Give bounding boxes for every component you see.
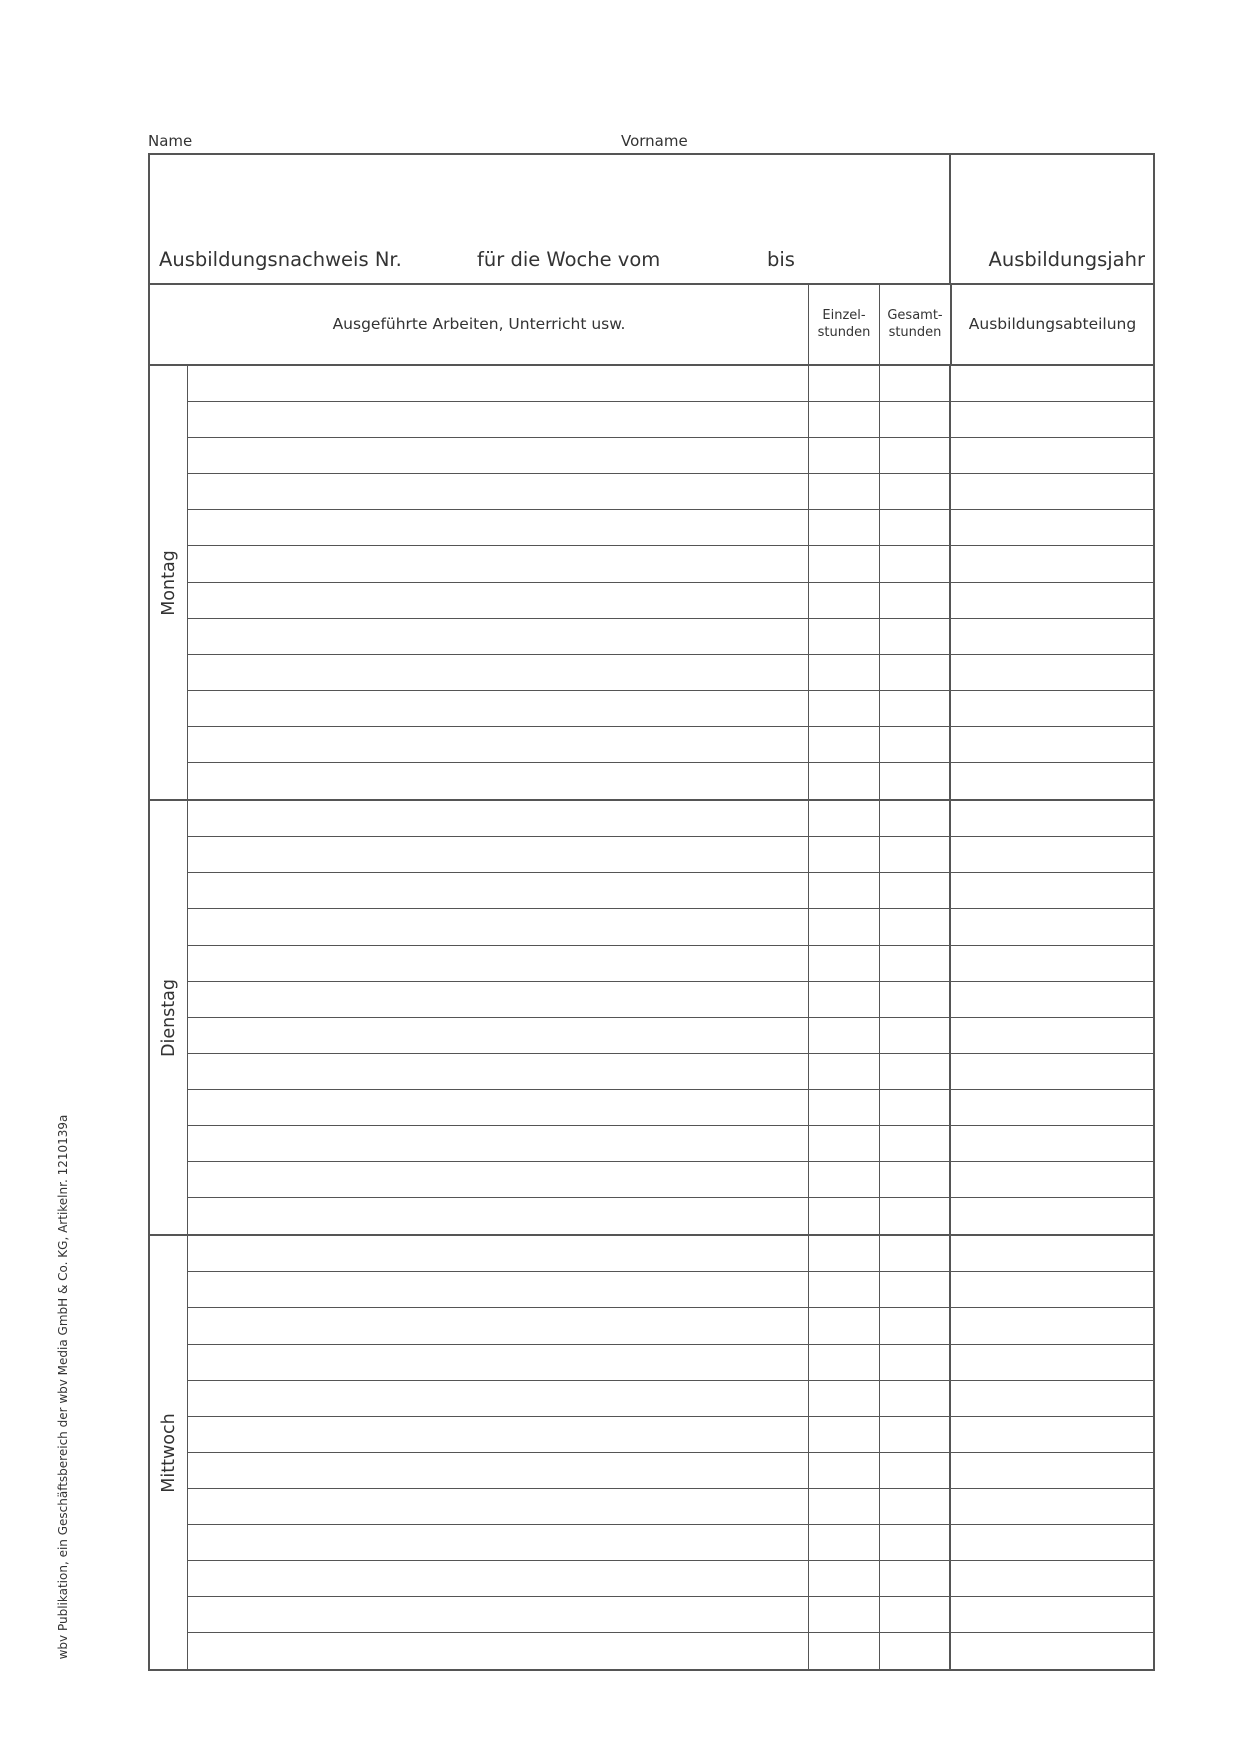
day-label: Montag [158,549,179,616]
weekly-log-grid [148,364,1155,1671]
work-cell[interactable] [188,1162,809,1197]
einzel-hours-cell[interactable] [809,1345,880,1380]
abteilung-cell[interactable] [951,1308,1153,1343]
work-cell[interactable] [188,1236,809,1271]
table-row [188,873,1153,909]
table-row [188,1597,1153,1633]
einzel-hours-cell[interactable] [809,619,880,654]
work-cell[interactable] [188,583,809,618]
week-to-label: bis [767,248,795,271]
gesamt-hours-cell[interactable] [880,1453,951,1488]
table-row [188,1308,1153,1344]
abteilung-cell[interactable] [951,474,1153,509]
einzel-hours-cell[interactable] [809,873,880,908]
work-cell[interactable] [188,982,809,1017]
gesamt-hours-cell[interactable] [880,873,951,908]
table-row [188,946,1153,982]
einzel-column-header [808,283,879,364]
day-label-cell [150,1236,188,1669]
abteilung-cell[interactable] [951,1381,1153,1416]
gesamt-hours-cell[interactable] [880,1489,951,1524]
gesamt-hours-cell[interactable] [880,1018,951,1053]
gesamt-hours-cell[interactable] [880,546,951,581]
table-row [188,402,1153,438]
abteilung-cell[interactable] [951,946,1153,981]
table-row [188,1417,1153,1453]
gesamt-hours-cell[interactable] [880,1417,951,1452]
table-row [188,655,1153,691]
einzel-hours-cell[interactable] [809,1126,880,1161]
abteilung-column-header [950,283,1153,364]
table-row [188,510,1153,546]
abteilung-cell[interactable] [951,1417,1153,1452]
table-row [188,909,1153,945]
abteilung-cell[interactable] [951,1561,1153,1596]
einzel-hours-cell[interactable] [809,1597,880,1632]
gesamt-hours-cell[interactable] [880,1054,951,1089]
table-row [188,1198,1153,1234]
einzel-hours-cell[interactable] [809,1308,880,1343]
work-column-label: Ausgeführte Arbeiten, Unterricht usw. [332,314,626,333]
gesamt-hours-cell[interactable] [880,366,951,401]
gesamt-hours-cell[interactable] [880,1126,951,1161]
work-cell[interactable] [188,691,809,726]
name-label: Name [148,132,193,150]
table-row [188,1054,1153,1090]
table-row [188,1561,1153,1597]
einzel-hours-cell[interactable] [809,1272,880,1307]
day-label-cell [150,801,188,1234]
publisher-note [57,1107,69,1667]
einzel-hours-cell[interactable] [809,691,880,726]
report-header-box[interactable] [148,153,951,285]
table-row [188,1162,1153,1198]
abteilung-cell[interactable] [951,366,1153,401]
gesamt-hours-cell[interactable] [880,1381,951,1416]
einzel-hours-cell[interactable] [809,946,880,981]
abteilung-cell[interactable] [951,1198,1153,1234]
einzel-label-line2: stunden [817,324,871,340]
table-row [188,691,1153,727]
abteilung-cell[interactable] [951,909,1153,944]
gesamt-hours-cell[interactable] [880,1633,951,1669]
einzel-hours-cell[interactable] [809,801,880,836]
gesamt-hours-cell[interactable] [880,1561,951,1596]
work-cell[interactable] [188,1126,809,1161]
table-row [188,1236,1153,1272]
einzel-label-line1: Einzel- [822,307,866,323]
gesamt-hours-cell[interactable] [880,1597,951,1632]
table-row [188,1090,1153,1126]
einzel-hours-cell[interactable] [809,1381,880,1416]
day-label: Mittwoch [158,1413,179,1493]
table-row [188,546,1153,582]
gesamt-hours-cell[interactable] [880,1308,951,1343]
gesamt-label-line1: Gesamt- [887,307,943,323]
einzel-hours-cell[interactable] [809,1453,880,1488]
einzel-hours-cell[interactable] [809,1236,880,1271]
abteilung-cell[interactable] [951,510,1153,545]
day-block-dienstag [150,801,1153,1236]
work-cell[interactable] [188,1417,809,1452]
abteilung-column-label: Ausbildungsabteilung [968,314,1137,333]
gesamt-hours-cell[interactable] [880,1162,951,1197]
publisher-note-text: wbv Publikation, ein Geschäftsbereich der wbv Media GmbH & Co. KG, Artikelnr. 1210139a [56,1114,70,1660]
gesamt-hours-cell[interactable] [880,801,951,836]
table-row [188,801,1153,837]
einzel-hours-cell[interactable] [809,763,880,799]
work-cell[interactable] [188,801,809,836]
einzel-hours-cell[interactable] [809,1633,880,1669]
abteilung-cell[interactable] [951,1633,1153,1669]
abteilung-cell[interactable] [951,801,1153,836]
einzel-hours-cell[interactable] [809,727,880,762]
training-year-label: Ausbildungsjahr [988,248,1145,271]
einzel-hours-cell[interactable] [809,510,880,545]
work-cell[interactable] [188,1561,809,1596]
work-cell[interactable] [188,546,809,581]
day-rows [188,366,1153,799]
abteilung-cell[interactable] [951,763,1153,799]
work-cell[interactable] [188,1198,809,1234]
training-year-box[interactable] [949,153,1155,285]
gesamt-hours-cell[interactable] [880,727,951,762]
work-cell[interactable] [188,1272,809,1307]
table-row [188,982,1153,1018]
column-header-row [148,283,1155,366]
table-row [188,1489,1153,1525]
abteilung-cell[interactable] [951,1162,1153,1197]
table-row [188,837,1153,873]
work-cell[interactable] [188,1453,809,1488]
abteilung-cell[interactable] [951,1489,1153,1524]
abteilung-cell[interactable] [951,619,1153,654]
gesamt-hours-cell[interactable] [880,946,951,981]
table-row [188,1381,1153,1417]
einzel-hours-cell[interactable] [809,583,880,618]
einzel-hours-cell[interactable] [809,1561,880,1596]
einzel-hours-cell[interactable] [809,366,880,401]
work-cell[interactable] [188,763,809,799]
abteilung-cell[interactable] [951,1126,1153,1161]
gesamt-hours-cell[interactable] [880,510,951,545]
einzel-hours-cell[interactable] [809,1162,880,1197]
gesamt-hours-cell[interactable] [880,619,951,654]
einzel-hours-cell[interactable] [809,982,880,1017]
work-cell[interactable] [188,438,809,473]
abteilung-cell[interactable] [951,1090,1153,1125]
gesamt-hours-cell[interactable] [880,1090,951,1125]
einzel-hours-cell[interactable] [809,546,880,581]
gesamt-hours-cell[interactable] [880,655,951,690]
gesamt-hours-cell[interactable] [880,837,951,872]
work-cell[interactable] [188,727,809,762]
work-cell[interactable] [188,619,809,654]
table-row [188,1525,1153,1561]
abteilung-cell[interactable] [951,438,1153,473]
abteilung-cell[interactable] [951,546,1153,581]
abteilung-cell[interactable] [951,583,1153,618]
gesamt-hours-cell[interactable] [880,1345,951,1380]
abteilung-cell[interactable] [951,873,1153,908]
abteilung-cell[interactable] [951,727,1153,762]
work-column-header [150,283,808,364]
work-cell[interactable] [188,946,809,981]
work-cell[interactable] [188,1054,809,1089]
einzel-hours-cell[interactable] [809,1018,880,1053]
day-label: Dienstag [158,978,179,1057]
gesamt-hours-cell[interactable] [880,1525,951,1560]
einzel-hours-cell[interactable] [809,1198,880,1234]
abteilung-cell[interactable] [951,837,1153,872]
work-cell[interactable] [188,1525,809,1560]
einzel-hours-cell[interactable] [809,1417,880,1452]
einzel-hours-cell[interactable] [809,909,880,944]
gesamt-label-line2: stunden [888,324,942,340]
einzel-hours-cell[interactable] [809,1090,880,1125]
day-rows [188,801,1153,1234]
gesamt-hours-cell[interactable] [880,909,951,944]
work-cell[interactable] [188,1018,809,1053]
work-cell[interactable] [188,1633,809,1669]
work-cell[interactable] [188,402,809,437]
work-cell[interactable] [188,1597,809,1632]
abteilung-cell[interactable] [951,982,1153,1017]
gesamt-hours-cell[interactable] [880,1198,951,1234]
work-cell[interactable] [188,837,809,872]
day-label-cell [150,366,188,799]
einzel-hours-cell[interactable] [809,438,880,473]
work-cell[interactable] [188,474,809,509]
abteilung-cell[interactable] [951,402,1153,437]
work-cell[interactable] [188,655,809,690]
abteilung-cell[interactable] [951,1236,1153,1271]
table-row [188,583,1153,619]
work-cell[interactable] [188,1345,809,1380]
table-row [188,1453,1153,1489]
work-cell[interactable] [188,1381,809,1416]
abteilung-cell[interactable] [951,1272,1153,1307]
table-row [188,1272,1153,1308]
gesamt-column-header [879,283,950,364]
einzel-hours-cell[interactable] [809,402,880,437]
gesamt-hours-cell[interactable] [880,691,951,726]
work-cell[interactable] [188,873,809,908]
gesamt-hours-cell[interactable] [880,1272,951,1307]
table-row [188,619,1153,655]
gesamt-hours-cell[interactable] [880,438,951,473]
table-row [188,1345,1153,1381]
abteilung-cell[interactable] [951,1018,1153,1053]
abteilung-cell[interactable] [951,1345,1153,1380]
abteilung-cell[interactable] [951,1525,1153,1560]
table-row [188,763,1153,799]
abteilung-cell[interactable] [951,655,1153,690]
gesamt-hours-cell[interactable] [880,474,951,509]
abteilung-cell[interactable] [951,1054,1153,1089]
work-cell[interactable] [188,1090,809,1125]
gesamt-hours-cell[interactable] [880,982,951,1017]
table-row [188,366,1153,402]
table-row [188,1126,1153,1162]
table-row [188,438,1153,474]
gesamt-hours-cell[interactable] [880,1236,951,1271]
einzel-hours-cell[interactable] [809,655,880,690]
work-cell[interactable] [188,909,809,944]
table-row [188,1633,1153,1669]
gesamt-hours-cell[interactable] [880,763,951,799]
table-row [188,474,1153,510]
abteilung-cell[interactable] [951,1453,1153,1488]
work-cell[interactable] [188,366,809,401]
einzel-hours-cell[interactable] [809,837,880,872]
work-cell[interactable] [188,510,809,545]
day-rows [188,1236,1153,1669]
nachweis-number-label: Ausbildungsnachweis Nr. [159,248,402,271]
day-block-mittwoch [150,1236,1153,1669]
einzel-hours-cell[interactable] [809,1525,880,1560]
abteilung-cell[interactable] [951,1597,1153,1632]
table-row [188,1018,1153,1054]
vorname-label: Vorname [621,132,688,150]
einzel-hours-cell[interactable] [809,1489,880,1524]
einzel-hours-cell[interactable] [809,1054,880,1089]
day-block-montag [150,366,1153,801]
work-cell[interactable] [188,1489,809,1524]
week-from-label: für die Woche vom [477,248,661,271]
abteilung-cell[interactable] [951,691,1153,726]
gesamt-hours-cell[interactable] [880,583,951,618]
table-row [188,727,1153,763]
einzel-hours-cell[interactable] [809,474,880,509]
work-cell[interactable] [188,1308,809,1343]
gesamt-hours-cell[interactable] [880,402,951,437]
